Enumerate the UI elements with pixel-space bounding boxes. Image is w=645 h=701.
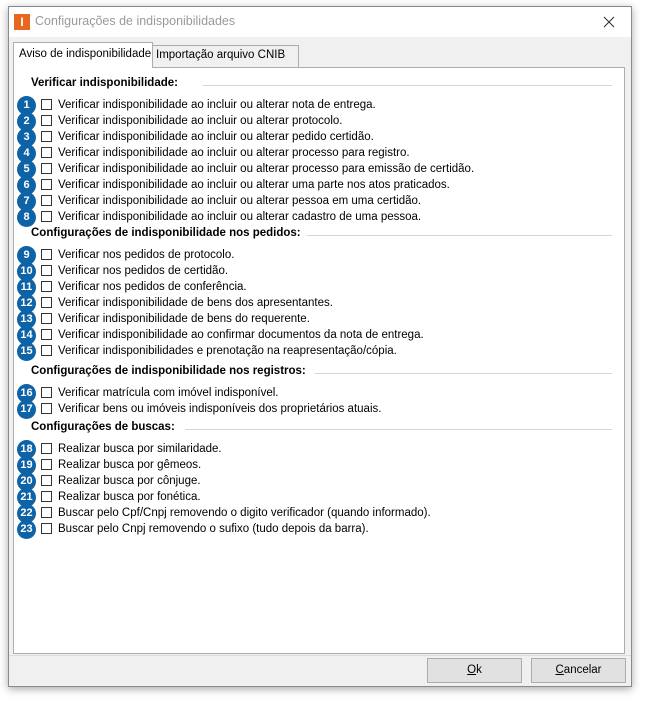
footer-divider	[9, 655, 631, 656]
group-divider	[315, 373, 612, 374]
option-label: Verificar indisponibilidade ao incluir ou alterar pessoa em uma certidão.	[58, 195, 422, 207]
option-label: Verificar bens ou imóveis indisponíveis dos proprietários atuais.	[58, 403, 382, 415]
dialog-window	[8, 6, 632, 687]
group-title: Configurações de indisponibilidade nos pedidos:	[31, 227, 301, 239]
number-badge: 9	[17, 246, 36, 265]
group-divider	[203, 85, 612, 86]
group-divider	[307, 235, 612, 236]
number-badge: 20	[17, 472, 36, 491]
option-checkbox[interactable]	[41, 403, 52, 414]
close-button[interactable]	[587, 7, 631, 37]
option-label: Verificar indisponibilidade ao incluir ou alterar cadastro de uma pessoa.	[58, 211, 422, 223]
number-badge: 11	[17, 278, 36, 297]
option-checkbox[interactable]	[41, 459, 52, 470]
number-badge: 15	[17, 342, 36, 361]
option-label: Verificar indisponibilidade ao incluir ou alterar processo para emissão de certidão.	[58, 163, 475, 175]
group-divider	[185, 429, 612, 430]
option-label: Realizar busca por cônjuge.	[58, 475, 201, 487]
close-icon	[603, 16, 615, 28]
option-label: Realizar busca por fonética.	[58, 491, 201, 503]
app-icon: I	[14, 14, 30, 30]
number-badge: 14	[17, 326, 36, 345]
number-badge: 8	[17, 208, 36, 227]
ok-button[interactable]: Ok	[427, 658, 522, 683]
option-checkbox[interactable]	[41, 195, 52, 206]
option-checkbox[interactable]	[41, 281, 52, 292]
option-checkbox[interactable]	[41, 131, 52, 142]
option-checkbox[interactable]	[41, 99, 52, 110]
group-title: Configurações de indisponibilidade nos registros:	[31, 365, 306, 377]
number-badge: 17	[17, 400, 36, 419]
option-label: Verificar nos pedidos de protocolo.	[58, 249, 235, 261]
number-badge: 6	[17, 176, 36, 195]
option-label: Realizar busca por similaridade.	[58, 443, 222, 455]
option-checkbox[interactable]	[41, 297, 52, 308]
number-badge: 12	[17, 294, 36, 313]
option-label: Verificar indisponibilidade ao incluir ou alterar nota de entrega.	[58, 99, 376, 111]
option-label: Verificar indisponibilidade ao confirmar documentos da nota de entrega.	[58, 329, 424, 341]
number-badge: 19	[17, 456, 36, 475]
option-label: Verificar nos pedidos de certidão.	[58, 265, 229, 277]
number-badge: 3	[17, 128, 36, 147]
option-label: Verificar indisponibilidade de bens do requerente.	[58, 313, 310, 325]
option-label: Buscar pelo Cpf/Cnpj removendo o digito verificador (quando informado).	[58, 507, 431, 519]
option-label: Verificar nos pedidos de conferência.	[58, 281, 247, 293]
tab-panel	[13, 67, 625, 654]
tab-importacao-cnib[interactable]: Importação arquivo CNIB	[153, 45, 299, 67]
option-label: Verificar indisponibilidade de bens dos apresentantes.	[58, 297, 333, 309]
option-checkbox[interactable]	[41, 491, 52, 502]
option-checkbox[interactable]	[41, 147, 52, 158]
option-label: Verificar indisponibilidades e prenotação na reapresentação/cópia.	[58, 345, 397, 357]
option-checkbox[interactable]	[41, 313, 52, 324]
option-label: Realizar busca por gêmeos.	[58, 459, 202, 471]
number-badge: 23	[17, 520, 36, 539]
number-badge: 4	[17, 144, 36, 163]
option-label: Buscar pelo Cnpj removendo o sufixo (tudo depois da barra).	[58, 523, 369, 535]
tab-aviso-indisponibilidade[interactable]: Aviso de indisponibilidade	[13, 42, 153, 68]
number-badge: 22	[17, 504, 36, 523]
title-bar	[9, 7, 631, 37]
option-label: Verificar indisponibilidade ao incluir ou alterar pedido certidão.	[58, 131, 374, 143]
number-badge: 16	[17, 384, 36, 403]
option-checkbox[interactable]	[41, 211, 52, 222]
number-badge: 5	[17, 160, 36, 179]
window-title: Configurações de indisponibilidades	[35, 14, 236, 28]
option-checkbox[interactable]	[41, 249, 52, 260]
option-checkbox[interactable]	[41, 163, 52, 174]
group-title: Verificar indisponibilidade:	[31, 77, 178, 89]
number-badge: 21	[17, 488, 36, 507]
option-checkbox[interactable]	[41, 115, 52, 126]
option-label: Verificar matrícula com imóvel indisponível.	[58, 387, 279, 399]
option-label: Verificar indisponibilidade ao incluir ou alterar uma parte nos atos praticados.	[58, 179, 450, 191]
number-badge: 10	[17, 262, 36, 281]
option-checkbox[interactable]	[41, 329, 52, 340]
option-checkbox[interactable]	[41, 345, 52, 356]
option-checkbox[interactable]	[41, 475, 52, 486]
cancel-button[interactable]: Cancelar	[531, 658, 626, 683]
number-badge: 1	[17, 96, 36, 115]
tab-bar	[13, 42, 625, 67]
group-title: Configurações de buscas:	[31, 421, 175, 433]
option-label: Verificar indisponibilidade ao incluir ou alterar protocolo.	[58, 115, 343, 127]
option-checkbox[interactable]	[41, 265, 52, 276]
option-label: Verificar indisponibilidade ao incluir ou alterar processo para registro.	[58, 147, 410, 159]
number-badge: 2	[17, 112, 36, 131]
number-badge: 7	[17, 192, 36, 211]
number-badge: 18	[17, 440, 36, 459]
option-checkbox[interactable]	[41, 179, 52, 190]
number-badge: 13	[17, 310, 36, 329]
option-checkbox[interactable]	[41, 387, 52, 398]
option-checkbox[interactable]	[41, 443, 52, 454]
option-checkbox[interactable]	[41, 507, 52, 518]
option-checkbox[interactable]	[41, 523, 52, 534]
